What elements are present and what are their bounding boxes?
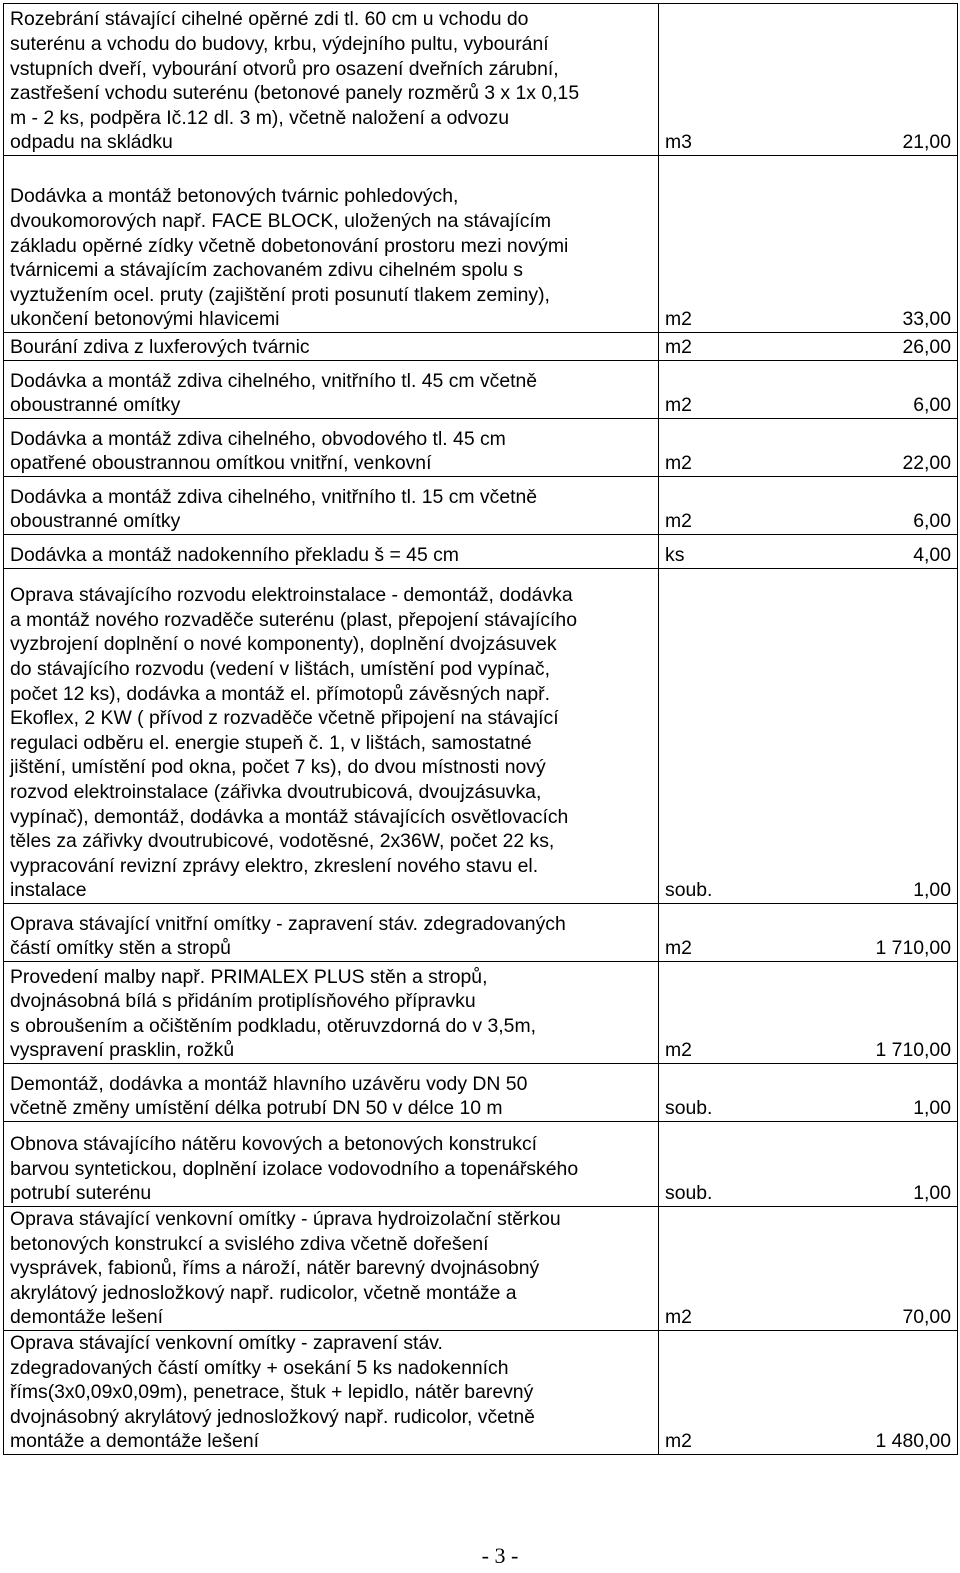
table-row (4, 156, 958, 333)
table-row (4, 419, 958, 477)
item-unit: soub. (659, 1064, 715, 1122)
item-unit: m3 (659, 4, 715, 156)
items-table (3, 3, 958, 1455)
table-row (4, 4, 958, 156)
items-table-body (4, 4, 958, 1455)
item-description: Oprava stávající vnitřní omítky - zapravení stáv. zdegradovaných částí omítky stěn a stropů (4, 904, 659, 962)
item-quantity: 1 710,00 (715, 962, 958, 1064)
item-unit: m2 (659, 156, 715, 333)
item-description: Dodávka a montáž zdiva cihelného, vnitřního tl. 15 cm včetně oboustranné omítky (4, 477, 659, 535)
item-description: Bourání zdiva z luxferových tvárnic (4, 333, 659, 361)
item-unit: m2 (659, 1330, 715, 1454)
table-row (4, 361, 958, 419)
item-quantity: 26,00 (715, 333, 958, 361)
item-unit: m2 (659, 361, 715, 419)
item-quantity: 22,00 (715, 419, 958, 477)
table-row (4, 477, 958, 535)
item-description: Oprava stávající venkovní omítky - úprava hydroizolační stěrkou betonových konstrukcí a svislého zdiva včetně dořešení vysprávek, fabionů, říms a nároží, nátěr barevný dvojnásobný akrylátový jednosložkový např. rudicolor, včetně montáže a demontáže lešení (4, 1207, 659, 1331)
item-quantity: 1,00 (715, 1122, 958, 1207)
item-unit: m2 (659, 904, 715, 962)
table-row (4, 962, 958, 1064)
item-quantity: 70,00 (715, 1207, 958, 1331)
item-quantity: 6,00 (715, 477, 958, 535)
table-row (4, 904, 958, 962)
item-quantity: 1 480,00 (715, 1330, 958, 1454)
item-unit: m2 (659, 1207, 715, 1331)
item-unit: m2 (659, 333, 715, 361)
item-quantity: 4,00 (715, 535, 958, 569)
table-row (4, 1330, 958, 1454)
item-unit: m2 (659, 962, 715, 1064)
item-description: Obnova stávajícího nátěru kovových a betonových konstrukcí barvou syntetickou, doplnění izolace vodovodního a topenářského potrubí suterénu (4, 1122, 659, 1207)
item-unit: ks (659, 535, 715, 569)
item-description: Provedení malby např. PRIMALEX PLUS stěn a stropů, dvojnásobná bílá s přidáním protiplísňového přípravku s obroušením a očištěním podkladu, otěruvzdorná do v 3,5m, vyspravení prasklin, rožků (4, 962, 659, 1064)
item-description: Dodávka a montáž betonových tvárnic pohledových, dvoukomorových např. FACE BLOCK, uložených na stávajícím základu opěrné zídky včetně dobetonování prostoru mezi novými tvárnicemi a stávajícím zachovaném zdivu cihelném spolu s vyztužením ocel. pruty (zajištění proti posunutí tlakem zeminy), ukončení betonovými hlavicemi (4, 156, 659, 333)
item-description: Rozebrání stávající cihelné opěrné zdi tl. 60 cm u vchodu do suterénu a vchodu do budovy, krbu, výdejního pultu, vybourání vstupních dveří, vybourání otvorů pro osazení dveřních zárubní, zastřešení vchodu suterénu (betonové panely rozměrů 3 x 1x 0,15 m - 2 ks, podpěra Ič.12 dl. 3 m), včetně naložení a odvozu odpadu na skládku (4, 4, 659, 156)
table-row (4, 569, 958, 904)
table-row (4, 1122, 958, 1207)
item-unit: m2 (659, 419, 715, 477)
item-unit: soub. (659, 1122, 715, 1207)
item-description: Oprava stávajícího rozvodu elektroinstalace - demontáž, dodávka a montáž nového rozvaděče suterénu (plast, přepojení stávajícího vyzbrojení doplnění o nové komponenty), doplnění dvojzásuvek do stávajícího rozvodu (vedení v lištách, umístění pod vypínač, počet 12 ks), dodávka a montáž el. přímotopů závěsných např. Ekoflex, 2 KW ( přívod z rozvaděče včetně připojení na stávající regulaci odběru el. energie stupeň č. 1, v lištách, samostatné jištění, umístění pod okna, počet 7 ks), do dvou místnosti nový rozvod elektroinstalace (zářivka dvoutrubicová, dvoujzásuvka, vypínač), demontáž, dodávka a montáž stávajících osvětlovacích těles za zářivky dvoutrubicové, vodotěsné, 2x36W, počet 22 ks, vypracování revizní zprávy elektro, zkreslení nového stavu el. instalace (4, 569, 659, 904)
item-unit: soub. (659, 569, 715, 904)
item-quantity: 1,00 (715, 569, 958, 904)
item-quantity: 6,00 (715, 361, 958, 419)
table-row (4, 1064, 958, 1122)
page-number: - 3 - (481, 1543, 519, 1568)
item-quantity: 1 710,00 (715, 904, 958, 962)
item-description: Dodávka a montáž zdiva cihelného, vnitřního tl. 45 cm včetně oboustranné omítky (4, 361, 659, 419)
item-description: Dodávka a montáž nadokenního překladu š = 45 cm (4, 535, 659, 569)
item-quantity: 21,00 (715, 4, 958, 156)
table-row (4, 1207, 958, 1331)
item-description: Demontáž, dodávka a montáž hlavního uzávěru vody DN 50 včetně změny umístění délka potrubí DN 50 v délce 10 m (4, 1064, 659, 1122)
item-unit: m2 (659, 477, 715, 535)
item-description: Oprava stávající venkovní omítky - zapravení stáv. zdegradovaných částí omítky + osekání 5 ks nadokenních říms(3x0,09x0,09m), penetrace, štuk + lepidlo, nátěr barevný dvojnásobný akrylátový jednosložkový např. rudicolor, včetně montáže a demontáže lešení (4, 1330, 659, 1454)
item-quantity: 33,00 (715, 156, 958, 333)
item-quantity: 1,00 (715, 1064, 958, 1122)
document-page (3, 3, 957, 1455)
table-row (4, 535, 958, 569)
item-description: Dodávka a montáž zdiva cihelného, obvodového tl. 45 cm opatřené oboustrannou omítkou vnitřní, venkovní (4, 419, 659, 477)
table-row (4, 333, 958, 361)
